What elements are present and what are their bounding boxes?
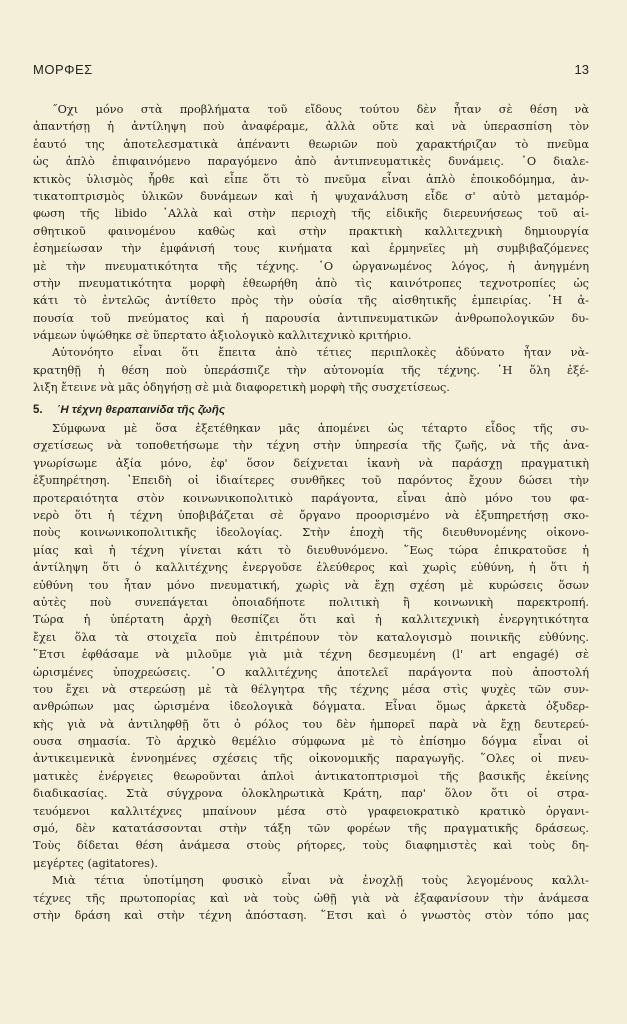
text-line: ανθρώπων μας ὡρισμένα ἰδεολογικὰ δόγματα. Εἶναι ὅμως ἀρκετὰ ὀξυδερ- (33, 700, 589, 714)
paragraph-1 (33, 101, 589, 344)
text-line: διαδικασίας. Στὰ σύγχρονα ὁλοκληρωτικὰ Κράτη, παρ' ὅλον ὅτι οἱ στρα- (33, 787, 589, 801)
text-line: ἑαυτό της ἀποτελεσματικὰ ἀπέναντι θεωριῶν ποὺ χαρακτήριζαν τὸ πνεῦμα (33, 137, 589, 151)
text-line: ἀντικειμενικὰ ἐννοημένες σχέσεις τῆς οἰκονομικῆς παραγωγῆς. ῞Ολες οἱ πνευ- (33, 752, 589, 766)
text-line: του ἔχει νὰ στερεώσῃ μὲ τὰ θέλγητρα τῆς τέχνης μέσα στὶς ψυχὲς τῶν συν- (33, 682, 589, 696)
text-line: προτεραιότητα στὸν κοινωνικοπολιτικὸ παράγοντα, εἶναι ἀπὸ μόνο του φα- (33, 491, 589, 505)
paragraph-4 (33, 872, 589, 924)
text-line: γνωρίσωμε ἀξία μόνο, ἐφ' ὅσον δείχνεται ἱκανὴ νὰ παράσχῃ πραγματικὴ (33, 456, 589, 470)
section-title: ῾Η τέχνη θεραπαινίδα τῆς ζωῆς (56, 403, 226, 416)
text-line: εὐθύνη του ἦταν μόνο πνευματική, χωρὶς νὰ ἔχῃ σχέση μὲ κυρώσεις ὅσων (33, 578, 589, 592)
text-line: τευόμενοι καλλιτέχνες μπαίνουν μέσα στὸ γραφειοκρατικὸ κρατικὸ ὀργανι- (33, 804, 589, 818)
text-line: αὐτὲς ποὺ συνεπάγεται ὁποιαδήποτε πολιτικὴ ἢ κοινωνικὴ παρεκτροπή. (33, 595, 589, 609)
page-header (33, 62, 589, 82)
text-line: κὴς γιὰ νὰ ἀντιληφθῇ ὅτι ὁ ρόλος του δὲν ἠμπορεῖ παρὰ νὰ ἔχῃ δευτερεύ- (33, 717, 589, 731)
text-line: Μιὰ τέτια ὑποτίμηση φυσικὸ εἶναι νὰ ἐνοχλῇ τοὺς λεγομένους καλλι- (52, 874, 589, 888)
text-line: πουσία τοῦ πνεύματος καὶ ἡ παρουσία ἀντιπνευματικῶν ἀνθρωπολογικῶν δυ- (33, 311, 589, 325)
text-line: φωση τῆς libido ᾿Αλλὰ καὶ στὴν περιοχὴ τῆς εἰδικῆς διερευνήσεως τοῦ αἰ- (33, 207, 589, 221)
text-line: κρατηθῇ ἡ θέση ποὺ ὑπεράσπιζε τὴν αὐτονομία τῆς τέχνης. ῾Η ὅλη ἐξέ- (33, 363, 589, 377)
text-line: ὡρισμένες ὑποχρεώσεις. ῾Ο καλλιτέχνης ἀποτελεῖ παράγοντα ποὺ ἀποστολή (33, 665, 589, 679)
section-heading (33, 401, 589, 418)
section-number: 5. (33, 403, 43, 416)
text-line: ἐξυπηρέτηση. ᾿Επειδὴ οἱ ἰδιαίτερες συνθῆκες τοῦ παρόντος ἔχουν δώσει τὴν (33, 474, 589, 488)
text-line: Αὐτονόητο εἶναι ὅτι ἔπειτα ἀπὸ τέτιες περιπλοκὲς ἀδύνατο ἦταν νὰ- (52, 346, 589, 360)
text-line: Τοὺς δίδεται θέση ἀνάμεσα στοὺς ρήτορες, τοὺς διαφημιστὲς καὶ τοὺς δη- (33, 839, 589, 853)
paragraph-3 (33, 420, 589, 872)
text-line: ματικὲς ἐνέργειες θεωροῦνται ἁπλοὶ ἀντικατοπτρισμοὶ τῆς βασικῆς ἐκείνης (33, 769, 589, 783)
text-line: μὲ τὴν πνευματικότητα τῆς τέχνης. ῾Ο ὡργανωμένος λόγος, ἡ ἀνηγμένη (33, 259, 589, 273)
text-line: λιξη ἔτεινε νὰ μᾶς ὁδηγήσῃ σὲ μιὰ διαφορετικὴ μορφὴ τῆς συσχετίσεως. (33, 381, 450, 395)
text-line: ποὺς κοινωνικοπολιτικῆς ἰδεολογίας. Στὴν ἐποχὴ τῆς διευθυνομένης οἰκονο- (33, 526, 589, 540)
text-line: νάμεων ὑψώθηκε σὲ ὕπερτατο ἀξιολογικὸ καλλιτεχνικὸ κριτήριο. (33, 329, 412, 343)
text-line: ουσα σημασία. Τὸ ἀρχικὸ θεμέλιο σύμφωνα μὲ τὸ ἐπίσημο δόγμα εἶναι οἱ (33, 735, 589, 749)
text-line: κάτι τὸ ἐντελῶς ἀντίθετο πρὸς τὴν οὐσία τῆς αἰσθητικῆς ἐμπειρίας. ῾Η ἀ- (33, 294, 589, 308)
text-line: τέχνες τῆς πρωτοπορίας καὶ νὰ τοὺς ὠθῇ γιὰ νὰ ἐξαφανίσουν τὴν ἀνάμεσα (33, 891, 589, 905)
text-line: τικατοπτρισμὸς ὑλικῶν δυνάμεων καὶ ἡ ψυχανάλυση εἶδε σ' αὐτὸ μεταμόρ- (33, 189, 589, 203)
text-line: ˝Οχι μόνο στὰ προβλήματα τοῦ εἴδους τούτου δὲν ἦταν σὲ θέση νὰ (52, 103, 589, 116)
page-number: 13 (574, 62, 589, 77)
text-line: Τώρα ἡ ὑπέρτατη ἀρχὴ θεσπίζει ὅτι καὶ ἡ καλλιτεχνικὴ ἐνεργητικότητα (33, 613, 589, 627)
body-text (33, 101, 589, 924)
text-line: ἀντίληψη ὅτι ὁ καλλιτέχνης ἐνεργοῦσε ἐλεύθερος καὶ χωρὶς εὐθύνη, ἡ ὅτι ἡ (33, 561, 589, 575)
text-line: Σύμφωνα μὲ ὅσα ἐξετέθηκαν μᾶς ἀπομένει ὡς τέταρτο εἶδος τῆς συ- (52, 422, 589, 436)
running-title: ΜΟΡΦΕΣ (33, 62, 93, 77)
text-line: στὴν πνευματικότητα μορφὴ ἐθεωρήθη ἀπὸ τὶς καινότροπες τεχνοτροπίες ὡς (33, 276, 589, 290)
text-line: σθητικοῦ φαινομένου καθὼς καὶ στὴν πρακτικὴ καλλιτεχνικὴ δημιουργία (33, 224, 589, 238)
text-line: ὡς ἁπλὸ ἐπιφαινόμενο παραγόμενο ἀπὸ ἀντιπνευματικὲς δυνάμεις. ῾Ο διαλε- (33, 155, 589, 169)
text-line: μίας καὶ ἡ τέχνη γίνεται κάτι τὸ διευθυνόμενο. ῞Εως τώρα ἐπικρατοῦσε ἡ (33, 543, 589, 557)
text-line: ῞Ετσι ἐφθάσαμε νὰ μιλοῦμε γιὰ μιὰ τέχνη δεσμευμένη (l' art engagé) σὲ (33, 648, 589, 662)
text-line: νερὸ ὅτι ἡ τέχνη ὑποβιβάζεται σὲ ὄργανο προορισμένο νὰ ἐξυπηρετήσῃ σκο- (33, 508, 589, 522)
text-line: κτικὸς ὑλισμὸς ἦρθε καὶ εἶπε ὅτι τὸ πνεῦμα εἶναι ἁπλὸ ἐποικοδόμημα, ἀν- (33, 172, 589, 186)
text-line: στὴν δράση καὶ στὴν τέχνη ἀπόσταση. ῞Ετσι καὶ ὁ γνωστὸς στὸν τόπο μας (33, 908, 589, 922)
text-line: ἀπαντήσῃ ἡ ἀντίληψη ποὺ ἀναφέραμε, ἀλλὰ οὔτε καὶ νὰ ὑπερασπίση τὸν (33, 120, 589, 134)
text-line: ἐσημείωσαν τὴν ἐμφάνισή τους κινήματα καὶ ἑρμηνεῖες μὴ συμβιβαζόμενες (33, 242, 589, 256)
paragraph-2 (33, 344, 589, 396)
text-line: σμό, δὲν κατατάσσονται στὴν τάξη τῶν φορέων τῆς πραγματικῆς δράσεως. (33, 822, 589, 836)
text-line: μεγέρτες (agitatores). (33, 856, 158, 870)
text-line: σχετίσεως νὰ τοποθετήσωμε τὴν τέχνη στὴν ὑπηρεσία τῆς ζωῆς, νὰ τῆς ἀνα- (33, 439, 589, 453)
text-line: ἔχει ὅλα τὰ στοιχεῖα ποὺ ἐπιτρέπουν τὸν καταλογισμὸ ποινικῆς εὐθύνης. (33, 630, 589, 644)
